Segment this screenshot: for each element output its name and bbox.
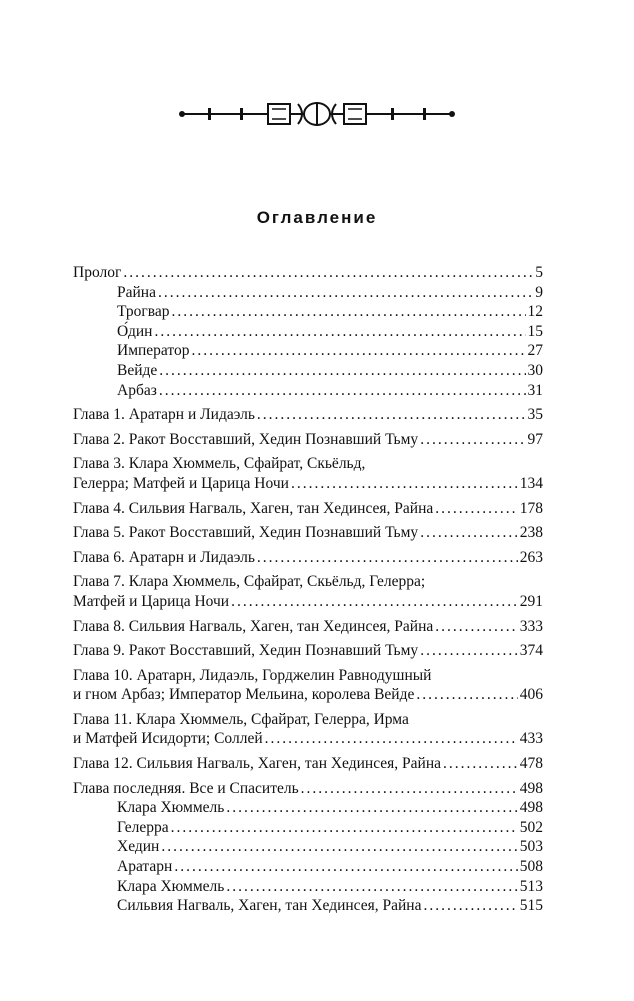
toc-page-number: 478 — [519, 755, 543, 773]
toc-entry[interactable] — [73, 430, 543, 450]
toc-entry-line: Глава 11. Клара Хюммель, Сфайрат, Гелерра, Ирма — [73, 710, 409, 728]
dot-leader — [226, 877, 517, 897]
toc-entry[interactable] — [73, 405, 543, 425]
dot-leader — [226, 798, 517, 818]
toc-entry-title: и Матфей Исидорти; Соллей — [73, 730, 263, 748]
toc-page-number: 263 — [519, 548, 543, 566]
toc-page-number: 31 — [527, 381, 543, 399]
toc-entry[interactable] — [73, 283, 543, 303]
dot-leader — [443, 754, 518, 774]
dot-leader — [435, 617, 517, 637]
toc-entry[interactable] — [73, 729, 543, 749]
toc-entry[interactable] — [73, 754, 543, 774]
toc-page-number: 498 — [519, 799, 543, 817]
toc-page-number: 178 — [519, 499, 543, 517]
toc-page-number: 5 — [535, 264, 543, 281]
dot-leader — [416, 685, 517, 705]
toc-page-number: 406 — [519, 686, 543, 704]
toc-subsection — [73, 381, 543, 401]
toc-page-number: 15 — [527, 322, 543, 340]
toc-page-number: 508 — [519, 858, 543, 876]
toc-chapter — [73, 548, 543, 568]
toc-subsection — [73, 798, 543, 818]
toc-entry-title: Глава последняя. Все и Спаситель — [73, 779, 299, 797]
toc-page-number: 12 — [527, 303, 543, 321]
toc-entry-title: Глава 9. Ракот Восставший, Хедин Познавший Тьму — [73, 642, 419, 660]
toc-chapter — [73, 779, 543, 799]
toc-entry-line: Глава 3. Клара Хюммель, Сфайрат, Скьёльд, — [73, 455, 366, 473]
dot-leader — [435, 499, 517, 519]
dot-leader — [154, 322, 525, 342]
toc-page-number: 502 — [519, 818, 543, 836]
toc-entry-title: Глава 6. Аратарн и Лидаэль — [73, 548, 255, 566]
toc-subsection — [73, 302, 543, 322]
toc-entry-title: Вейде — [117, 361, 158, 379]
toc-entry-title: Хедин — [117, 838, 160, 856]
toc-chapter — [73, 572, 543, 611]
toc-entry-title: Клара Хюммель — [117, 877, 225, 895]
dot-leader — [231, 592, 518, 612]
toc-entry-title: Клара Хюммель — [117, 799, 225, 817]
toc-page-number: 35 — [527, 406, 543, 424]
toc-entry[interactable] — [73, 381, 543, 401]
toc-page-number: 9 — [535, 283, 543, 301]
dot-leader — [420, 523, 518, 543]
toc-entry[interactable] — [73, 857, 543, 877]
toc-entry-line: Глава 10. Аратарн, Лидаэль, Горджелин Равнодушный — [73, 666, 432, 684]
toc-chapter — [73, 710, 543, 749]
toc-entry-title: Матфей и Царица Ночи — [73, 592, 230, 610]
toc-page-number: 513 — [519, 877, 543, 895]
toc-entry-title: Гелерра — [117, 818, 169, 836]
toc-page-number: 374 — [519, 642, 543, 660]
toc-entry-title: Глава 1. Аратарн и Лидаэль — [73, 406, 255, 424]
toc-subsection — [73, 283, 543, 303]
dot-leader — [420, 641, 518, 661]
toc-entry-title: Аратарн — [117, 858, 173, 876]
toc-entry-title: О́дин — [117, 322, 153, 340]
toc-chapter — [73, 405, 543, 425]
toc-subsection — [73, 341, 543, 361]
dot-leader — [161, 837, 517, 857]
toc-page-number: 134 — [519, 474, 543, 492]
toc-entry[interactable] — [73, 779, 543, 799]
dot-leader — [420, 430, 525, 450]
dot-leader — [158, 283, 533, 303]
toc-chapter — [73, 641, 543, 661]
dot-leader — [423, 896, 517, 916]
toc-entry-title: Глава 2. Ракот Восставший, Хедин Познавший Тьму — [73, 430, 419, 448]
toc-entry-title: Глава 5. Ракот Восставший, Хедин Познавший Тьму — [73, 524, 419, 542]
toc-entry[interactable] — [73, 798, 543, 818]
toc-entry[interactable] — [73, 877, 543, 897]
dot-leader — [265, 729, 518, 749]
table-of-contents — [73, 258, 543, 916]
toc-entry[interactable] — [73, 548, 543, 568]
dot-leader — [159, 381, 526, 401]
decorative-ornament-icon — [178, 100, 456, 128]
toc-entry-title: Арбаз — [117, 381, 157, 399]
toc-entry-title: Глава 12. Сильвия Нагваль, Хаген, тан Хединсея, Райна — [73, 755, 442, 773]
toc-page-number: 515 — [519, 897, 543, 915]
toc-entry[interactable] — [73, 361, 543, 381]
dot-leader — [291, 474, 518, 494]
toc-entry[interactable] — [73, 685, 543, 705]
toc-page-number: 291 — [519, 592, 543, 610]
toc-subsection — [73, 818, 543, 838]
toc-page-number: 27 — [527, 342, 543, 360]
toc-page-number: 30 — [527, 361, 543, 379]
toc-entry-title: Трогвар — [117, 303, 170, 321]
toc-entry-title: Глава 8. Сильвия Нагваль, Хаген, тан Хединсея, Райна — [73, 617, 434, 635]
dot-leader — [174, 857, 517, 877]
toc-entry[interactable] — [73, 523, 543, 543]
toc-chapter — [73, 263, 543, 283]
toc-subsection — [73, 877, 543, 897]
toc-chapter — [73, 454, 543, 493]
toc-entry[interactable] — [73, 818, 543, 838]
toc-chapter — [73, 754, 543, 774]
dot-leader — [257, 405, 526, 425]
toc-entry-title: Пролог — [73, 264, 122, 281]
toc-entry-line: Глава 7. Клара Хюммель, Сфайрат, Скьёльд, Гелерра; — [73, 573, 426, 591]
toc-entry[interactable] — [73, 837, 543, 857]
toc-entry[interactable] — [73, 896, 543, 916]
toc-entry[interactable] — [73, 302, 543, 322]
toc-entry-title: Райна — [117, 283, 156, 301]
toc-page-number: 238 — [519, 524, 543, 542]
toc-entry-title: и гном Арбаз; Император Мельина, королева Вейде — [73, 686, 415, 704]
dot-leader — [159, 361, 525, 381]
toc-chapter — [73, 617, 543, 637]
dot-leader — [171, 302, 525, 322]
toc-subsection — [73, 837, 543, 857]
toc-subsection — [73, 361, 543, 381]
toc-entry[interactable] — [73, 474, 543, 494]
toc-page-number: 503 — [519, 838, 543, 856]
dot-leader — [123, 263, 533, 283]
toc-chapter — [73, 523, 543, 543]
toc-page-number: 498 — [519, 779, 543, 797]
toc-subsection — [73, 322, 543, 342]
toc-subsection — [73, 857, 543, 877]
toc-entry-title: Глава 4. Сильвия Нагваль, Хаген, тан Хединсея, Райна — [73, 499, 434, 517]
toc-entry[interactable] — [73, 592, 543, 612]
toc-chapter — [73, 430, 543, 450]
toc-entry-title: Сильвия Нагваль, Хаген, тан Хединсея, Райна — [117, 897, 422, 915]
toc-page-number: 97 — [527, 430, 543, 448]
toc-entry[interactable] — [73, 341, 543, 361]
toc-entry[interactable] — [73, 617, 543, 637]
toc-entry[interactable] — [73, 641, 543, 661]
toc-page-number: 433 — [519, 730, 543, 748]
toc-chapter — [73, 666, 543, 705]
toc-entry[interactable] — [73, 322, 543, 342]
dot-leader — [301, 779, 518, 799]
toc-subsection — [73, 896, 543, 916]
toc-entry[interactable] — [73, 499, 543, 519]
toc-entry[interactable] — [73, 263, 543, 283]
dot-leader — [257, 548, 518, 568]
toc-page-number: 333 — [519, 617, 543, 635]
page-title: Оглавление — [256, 208, 378, 227]
toc-entry-title: Гелерра; Матфей и Царица Ночи — [73, 474, 289, 492]
toc-chapter — [73, 499, 543, 519]
toc-entry-title: Император — [117, 342, 190, 360]
dot-leader — [171, 818, 518, 838]
dot-leader — [191, 341, 525, 361]
